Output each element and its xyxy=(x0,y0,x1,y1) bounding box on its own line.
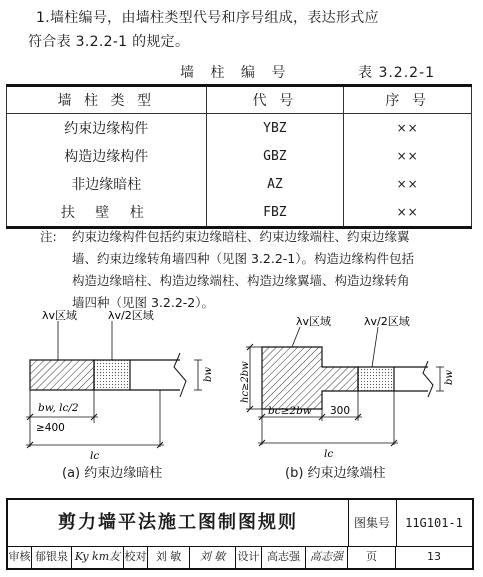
table-row xyxy=(7,114,472,143)
table-header-row xyxy=(7,86,472,114)
figure-a-caption: (a) 约束边缘暗柱 xyxy=(62,466,163,481)
row-code: AZ xyxy=(206,170,344,198)
fig-a-lambda-zone xyxy=(30,360,94,390)
table-number: 表 3.2.2-1 xyxy=(358,65,436,81)
wall-column-code-table xyxy=(6,84,472,229)
fig-b-dim-total: lc xyxy=(324,448,334,460)
design-label: 设计 xyxy=(236,546,262,568)
fig-a-dim-min: ≥400 xyxy=(36,422,65,434)
figure-b-caption: (b) 约束边缘端柱 xyxy=(285,466,386,481)
header-code: 代 号 xyxy=(206,86,344,114)
check-label: 校对 xyxy=(124,546,148,568)
page-number: 13 xyxy=(427,550,441,563)
fig-b-hc-label: hc≥2bw xyxy=(240,361,251,403)
header-seq: 序 号 xyxy=(344,86,472,114)
review-label: 审核 xyxy=(8,546,32,568)
intro-line-2: 符合表 3.2.2-1 的规定。 xyxy=(28,34,190,50)
fig-a-dim-top: bw, lc/2 xyxy=(38,402,79,414)
note-line-4: 墙四种（见图 3.2.2-2）。 xyxy=(72,295,214,310)
row-seq: ×× xyxy=(344,142,472,170)
fig-b-half-zone xyxy=(358,367,394,391)
row-seq: ×× xyxy=(344,114,472,143)
note-line-1: 约束边缘构件包括约束边缘暗柱、约束边缘端柱、约束边缘翼 xyxy=(72,229,410,244)
fig-a-zone-full-label: λv区域 xyxy=(42,309,78,322)
fig-b-thickness-label: bw xyxy=(444,370,455,385)
row-type: 扶 壁 柱 xyxy=(7,198,207,228)
design-signature: 高志强 xyxy=(306,546,348,568)
figure-b-end-column xyxy=(240,314,455,460)
note-line-2: 墙、约束边缘转角墙四种（见图 3.2.2-1）。构造边缘构件包括 xyxy=(72,251,414,266)
review-name: 郁银泉 xyxy=(32,546,72,568)
figure-a-concealed-column xyxy=(26,308,214,462)
note-lead: 注: xyxy=(40,229,57,244)
fig-b-zone-half-label: λv/2区域 xyxy=(364,315,410,328)
fig-b-dim-300: 300 xyxy=(330,405,351,417)
fig-a-dim-total: lc xyxy=(90,450,100,462)
title-block xyxy=(6,498,474,570)
fig-b-zone-full-label: λv区域 xyxy=(296,315,332,328)
page-label: 页 xyxy=(348,546,396,568)
row-type: 构造边缘构件 xyxy=(7,142,207,170)
row-type: 非边缘暗柱 xyxy=(7,170,207,198)
row-code: GBZ xyxy=(206,142,344,170)
check-signature: 刘 敏 xyxy=(190,546,236,568)
row-seq: ×× xyxy=(344,198,472,228)
review-signature: Ky km友 xyxy=(72,546,124,568)
fig-a-zone-half-label: λv/2区域 xyxy=(108,309,154,322)
table-note xyxy=(42,226,472,314)
table-row xyxy=(7,170,472,198)
table-title: 墙 柱 编 号 xyxy=(180,65,292,81)
row-code: YBZ xyxy=(206,114,344,143)
table-row xyxy=(7,198,472,228)
fig-a-thickness-label: bw xyxy=(203,367,214,382)
edge-column-diagrams xyxy=(0,305,483,465)
intro-paragraph xyxy=(28,6,468,54)
row-type: 约束边缘构件 xyxy=(7,114,207,143)
intro-line-1: 1.墙柱编号，由墙柱类型代号和序号组成，表达形式应 xyxy=(36,10,379,26)
atlas-label: 图集号 xyxy=(348,500,397,546)
row-seq: ×× xyxy=(344,170,472,198)
header-type: 墙 柱 类 型 xyxy=(7,86,207,114)
fig-a-half-zone xyxy=(94,360,130,390)
atlas-number: 11G101-1 xyxy=(405,516,463,530)
design-name: 高志强 xyxy=(262,546,306,568)
fig-b-lambda-zone xyxy=(262,347,358,409)
check-name: 刘 敏 xyxy=(148,546,190,568)
note-line-3: 构造边缘暗柱、构造边缘端柱、构造边缘翼墙、构造边缘转角 xyxy=(72,273,410,288)
fig-b-bc-label: bc≥2bw xyxy=(268,405,312,417)
drawing-title: 剪力墙平法施工图制图规则 xyxy=(8,500,349,546)
signature-row xyxy=(8,546,472,568)
table-row xyxy=(7,142,472,170)
row-code: FBZ xyxy=(206,198,344,228)
